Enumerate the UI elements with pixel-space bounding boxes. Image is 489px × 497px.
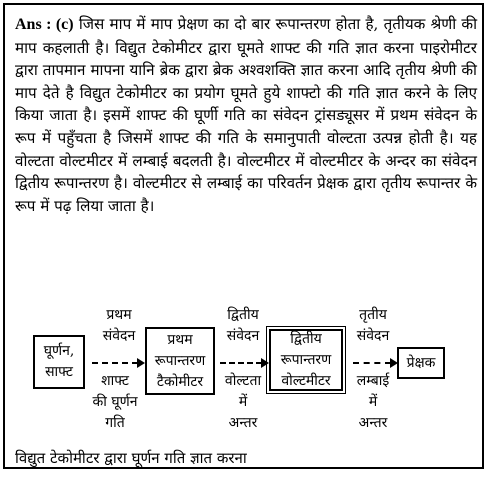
arrow1-bottom-label (77, 371, 153, 434)
box1-line: साफ्ट (45, 364, 73, 380)
label-line: में (368, 394, 378, 410)
answer-frame (3, 3, 484, 469)
box3-line: वोल्टमीटर (281, 372, 331, 389)
arrow-1 (92, 362, 138, 364)
label-line: अन्तर (358, 415, 388, 431)
arrow-3 (353, 362, 391, 364)
arrow1-top-label (91, 305, 147, 347)
label-line: संवेदन (102, 328, 136, 344)
arrow3-bottom-label (343, 371, 403, 434)
box1-line: घूर्णन, (43, 343, 75, 359)
box3-line: द्वितीय (290, 330, 322, 347)
arrow2-top-label (213, 305, 273, 347)
label-line: गति (105, 415, 125, 431)
diagram-caption: विद्युत टेकोमीटर द्वारा घूर्णन गति ज्ञात करना (15, 449, 247, 467)
label-line: तृतीय (359, 307, 387, 323)
label-line: अन्तर (228, 415, 258, 431)
label-line: में (238, 394, 248, 410)
label-line: की घूर्णन (92, 394, 138, 410)
flow-diagram (13, 305, 483, 445)
box2-line: टैकोमीटर (156, 373, 204, 390)
label-line: वोल्टता (224, 373, 262, 389)
answer-paragraph (15, 13, 477, 217)
box2-line: रूपान्तरण (154, 352, 206, 369)
answer-text: जिस माप में माप प्रेक्षण का दो बार रूपान्तरण होता है, तृतीयक श्रेणी की माप कहलाती है। विद्युत टेकोमीटर द्वारा घूमते शाफ्ट की गति ज्ञात करना पाइरोमीटर द्वारा तापमान मापना यानि ब्रेक द्वारा ब्रेक अश्वशक्ति ज्ञात करना आदि तृतीय श्रेणी की माप देते है विद्युत टेकोमीटर का प्रयोग घूमते हुये शाफ्टो की गति ज्ञात करने के लिए किया जाता है। इसमें शाफ्ट की घूर्णी गति का संवेदन ट्रांसड्यूसर में प्रथम संवेदन के रूप में पहुँचता है जिसमें शाफ्ट की गति के समानुपाती वोल्टता उत्पन्न होती है। यह वोल्टता वोल्टमीटर में लम्बाई बदलती है। वोल्टमीटर में वोल्टमीटर के अन्दर का संवेदन द्वितीय रूपान्तरण है। वोल्टमीटर से लम्बाई का परिवर्तन प्रेक्षक द्वारा तृतीय रूपान्तर के रूप में पढ़ लिया जाता है। (15, 15, 478, 215)
label-line: शाफ्ट (101, 373, 129, 389)
box2-line: प्रथम (167, 331, 193, 348)
label-line: प्रथम (106, 307, 132, 323)
label-line: संवेदन (356, 328, 390, 344)
label-line: लम्बाई (356, 373, 390, 389)
label-line: संवेदन (226, 328, 260, 344)
box3-line: रूपान्तरण (280, 351, 332, 368)
answer-prefix: Ans : (c) (15, 16, 74, 33)
arrow-2 (220, 362, 262, 364)
arrow3-top-label (345, 305, 401, 347)
arrow2-bottom-label (213, 371, 273, 434)
label-line: द्वितीय (227, 307, 259, 323)
box-observer (397, 347, 445, 379)
box4-line: प्रेक्षक (406, 354, 436, 371)
box-first-conversion (145, 327, 215, 395)
box-second-conversion (269, 329, 343, 391)
